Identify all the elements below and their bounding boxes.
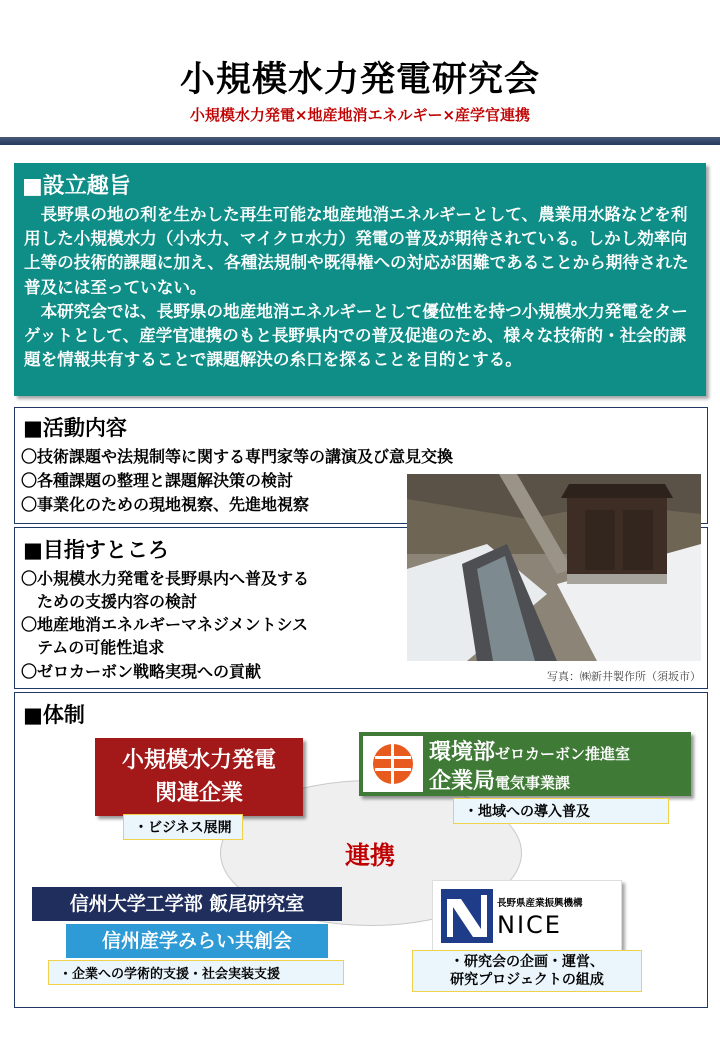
goal-line: 〇ゼロカーボン戦略実現への貢献: [21, 662, 262, 681]
goals-heading: ■目指すところ: [23, 538, 169, 562]
activity-item: 〇技術課題や法規制等に関する専門家等の講演及び意見交換: [21, 447, 454, 466]
nice-role-line1: ・研究会の企画・運営、: [450, 954, 604, 970]
dept1-sub: ゼロカーボン推進室: [495, 745, 631, 763]
purpose-heading: ■設立趣旨: [22, 174, 131, 199]
dept1-name: 環境部: [429, 740, 496, 765]
purpose-panel: [14, 163, 706, 396]
system-heading: ■体制: [23, 703, 85, 727]
prefecture-box: [359, 732, 691, 796]
dept2-sub: 電気事業課: [495, 774, 571, 792]
prefecture-role: ・地域への導入普及: [453, 798, 669, 824]
page-subtitle: 小規模水力発電×地産地消エネルギー×産学官連携: [189, 106, 531, 124]
goal-line: 〇小規模水力発電を長野県内へ普及する: [21, 569, 310, 588]
company-line1: 小規模水力発電: [121, 748, 276, 773]
photo-caption: 写真：㈱新井製作所（須坂市）: [547, 670, 701, 683]
university-lab-box: 信州大学工学部 飯尾研究室: [32, 887, 342, 921]
nice-role: [412, 950, 642, 992]
nice-box: [432, 880, 622, 952]
purpose-paragraph-1: 長野県の地の利を生かした再生可能な地産地消エネルギーとして、農業用水路などを利用した小規模水力（小水力、マイクロ水力）発電の普及が期待されている。しかし効率向上等の技術的課題に加え、各種法規制や既得権への対応が困難であることから期待された普及には至っていない。: [24, 205, 689, 297]
prefecture-logo-icon: [363, 736, 423, 792]
page-title: 小規模水力発電研究会: [179, 60, 540, 100]
nice-role-line2: 研究プロジェクトの組成: [450, 972, 604, 988]
company-role: ・ビジネス展開: [123, 814, 243, 840]
prefecture-dept1: [429, 735, 630, 766]
goal-line: テムの可能性追求: [21, 638, 165, 657]
title-divider: [0, 137, 720, 145]
hydropower-photo: [407, 474, 701, 661]
company-box: [95, 738, 303, 816]
forum-box: 信州産学みらい共創会: [66, 924, 328, 958]
company-line2: 関連企業: [154, 781, 243, 806]
nice-org-name: 長野県産業振興機構: [497, 898, 583, 909]
activity-item: 〇各種課題の整理と課題解決策の検討: [21, 471, 294, 490]
collaboration-label: 連携: [344, 841, 395, 870]
activities-heading: ■活動内容: [23, 416, 127, 440]
activity-item: 〇事業化のための現地視察、先進地視察: [21, 495, 310, 514]
goal-line: 〇地産地消エネルギーマネジメントシス: [21, 615, 309, 634]
prefecture-dept2: [429, 764, 570, 795]
nice-logo-icon: [441, 889, 493, 947]
purpose-body: [24, 203, 696, 372]
university-role: ・企業への学術的支援・社会実装支援: [48, 960, 344, 985]
nice-name: NICE: [497, 911, 562, 939]
goal-line: ための支援内容の検討: [21, 592, 198, 611]
dept2-name: 企業局: [429, 769, 496, 794]
purpose-paragraph-2: 本研究会では、長野県の地産地消エネルギーとして優位性を持つ小規模水力発電をターゲットとして、産学官連携のもと長野県内での普及促進のため、様々な技術的・社会的課題を情報共有することで課題解決の糸口を探ることを目的とする。: [24, 301, 688, 370]
